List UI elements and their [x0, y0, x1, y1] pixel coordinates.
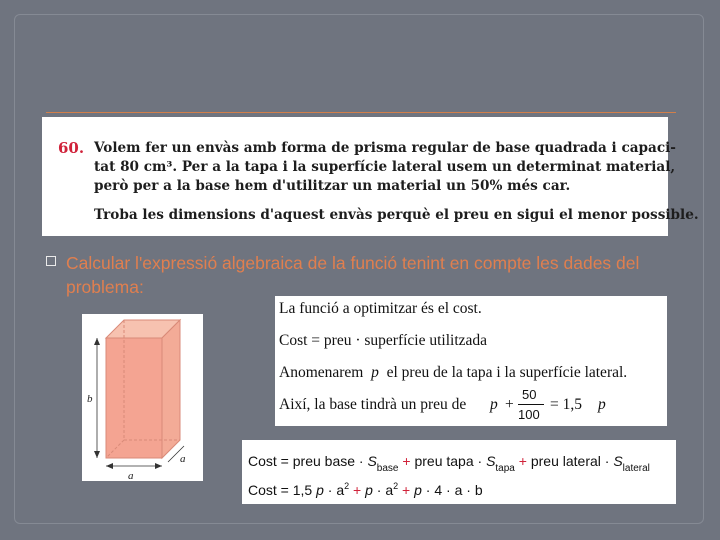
bullet-box-icon: [46, 256, 56, 266]
formula1-plus2: +: [514, 453, 531, 469]
label-a-side: a: [180, 453, 186, 465]
fraction-denominator: 100: [518, 407, 540, 422]
problem-line-3: però per a la base hem d'utilitzar un material un 50% més car.: [94, 178, 571, 194]
formula1-base-text: Cost = preu base ·: [248, 453, 368, 469]
explanation-line-2: Cost = preu · superfície utilitzada: [279, 332, 488, 349]
line4-start: Així, la base tindrà un preu de: [279, 396, 467, 413]
explanation-line-3: [279, 364, 627, 382]
line4-p2: p: [598, 396, 606, 413]
problem-line-2: tat 80 cm³. Per a la tapa i la superfície lateral usem un determinat material,: [94, 159, 676, 175]
formula2-a1: · a: [323, 482, 345, 498]
prism-figure: [82, 314, 203, 481]
problem-line-1: Volem fer un envàs amb forma de prisma regular de base quadrada i capaci-: [94, 140, 676, 156]
label-b: b: [87, 393, 93, 405]
formula-box: [242, 440, 676, 504]
formula1-s3: S: [613, 453, 623, 469]
formula1-sub-base: base: [376, 463, 399, 474]
formula2-start: Cost = 1,5: [248, 482, 317, 498]
formula2-plus2: +: [398, 482, 415, 498]
prism-diagram: [82, 314, 203, 481]
formula2-rest: · 4 · a · b: [421, 482, 483, 498]
formula1-sub-tapa: tapa: [495, 463, 515, 474]
formula2-a2: · a: [372, 482, 394, 498]
formula1-lateral-text: preu lateral ·: [530, 453, 614, 469]
formula1-plus1: +: [398, 453, 415, 469]
formula2-exp2: 2: [393, 481, 399, 491]
line4-equals: = 1,5: [550, 396, 582, 413]
label-a-bottom: a: [128, 470, 134, 481]
line3-start: Anomenarem: [279, 364, 364, 381]
formula-line-2: [248, 482, 483, 498]
fraction-numerator: 50: [522, 387, 537, 402]
formula1-tapa-text: preu tapa ·: [414, 453, 487, 469]
dimension-a-bottom-arrow-right: [155, 463, 162, 469]
problem-number: 60.: [58, 139, 85, 157]
formula1-s1: S: [367, 453, 377, 469]
dimension-a-bottom-arrow-left: [106, 463, 113, 469]
explanation-line-4: [279, 396, 466, 414]
line3-variable: p: [371, 364, 379, 381]
fraction-bar: [518, 404, 544, 405]
header-rule: [46, 112, 676, 113]
formula-line-1: [248, 453, 650, 474]
prism-side-face: [162, 320, 180, 458]
formula2-p2: p: [365, 482, 373, 498]
dimension-b-arrow-top: [94, 338, 100, 345]
formula1-sub-lateral: lateral: [622, 463, 650, 474]
dimension-b-arrow-bottom: [94, 451, 100, 458]
explanation-box: [275, 296, 667, 426]
bullet-text: Calcular l'expressió algebraica de la funció tenint en compte les dades del problema:: [66, 253, 640, 297]
problem-statement: [42, 117, 699, 236]
formula2-exp1: 2: [344, 481, 350, 491]
formula2-p3: p: [414, 482, 422, 498]
problem-question: Troba les dimensions d'aquest envàs perquè el preu en sigui el menor possible.: [94, 207, 699, 223]
line3-end: el preu de la tapa i la superfície lateral.: [386, 364, 628, 381]
formula1-s2: S: [486, 453, 496, 469]
explanation-line-1: La funció a optimitzar és el cost.: [279, 300, 482, 317]
formula2-plus1: +: [349, 482, 366, 498]
line4-p: p: [490, 396, 498, 413]
line4-plus: +: [505, 396, 514, 413]
formula2-p1: p: [316, 482, 324, 498]
